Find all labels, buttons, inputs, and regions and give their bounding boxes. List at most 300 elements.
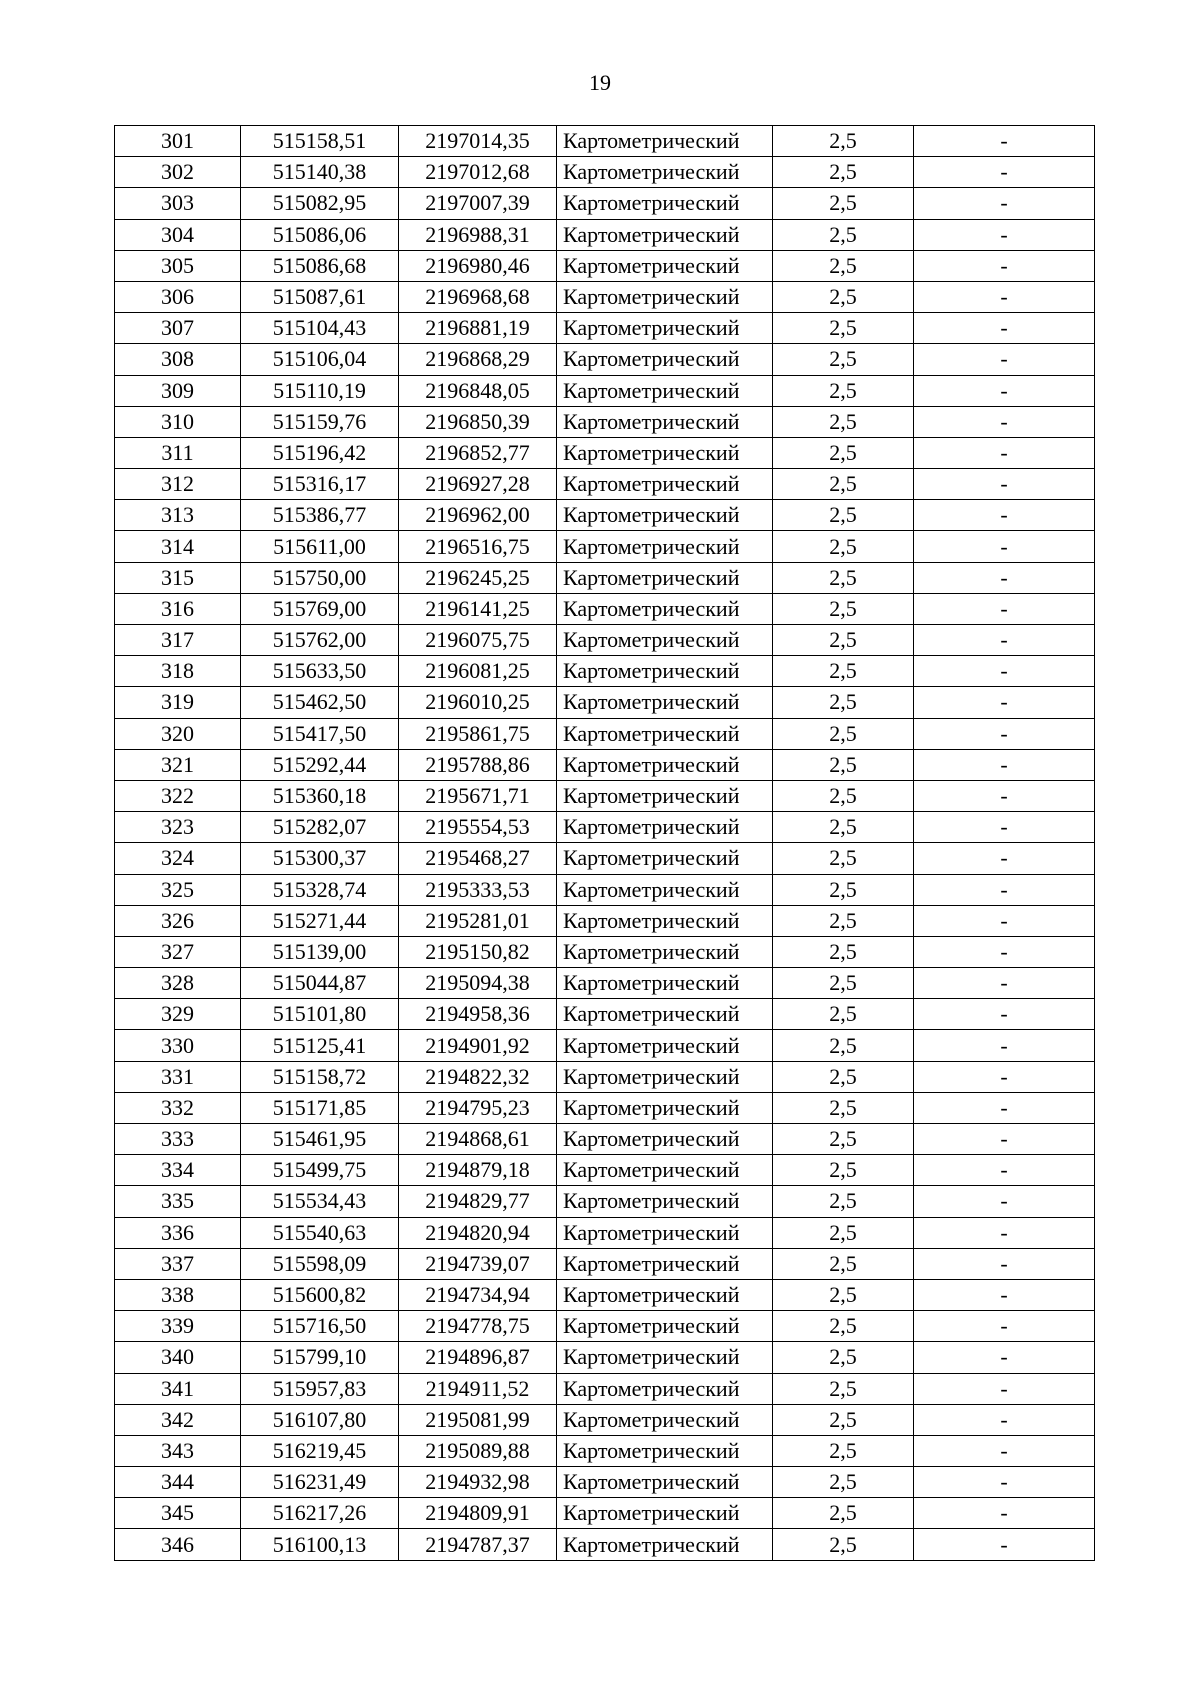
y-coordinate-cell: 2196245,25 (399, 562, 557, 593)
method-cell: Картометрический (557, 1124, 773, 1155)
method-cell: Картометрический (557, 1529, 773, 1560)
y-coordinate-cell: 2196516,75 (399, 531, 557, 562)
description-cell: - (914, 313, 1095, 344)
x-coordinate-cell: 515140,38 (241, 157, 399, 188)
x-coordinate-cell: 515110,19 (241, 375, 399, 406)
description-cell: - (914, 1217, 1095, 1248)
point-number-cell: 340 (115, 1342, 241, 1373)
table-row (115, 1467, 1095, 1498)
method-cell: Картометрический (557, 437, 773, 468)
y-coordinate-cell: 2194809,91 (399, 1498, 557, 1529)
description-cell: - (914, 905, 1095, 936)
description-cell: - (914, 250, 1095, 281)
table-row (115, 1061, 1095, 1092)
table-row (115, 1248, 1095, 1279)
table-row (115, 1279, 1095, 1310)
table-row (115, 936, 1095, 967)
x-coordinate-cell: 515769,00 (241, 593, 399, 624)
method-cell: Картометрический (557, 687, 773, 718)
y-coordinate-cell: 2195094,38 (399, 968, 557, 999)
accuracy-cell: 2,5 (773, 1435, 914, 1466)
description-cell: - (914, 1311, 1095, 1342)
x-coordinate-cell: 515360,18 (241, 780, 399, 811)
method-cell: Картометрический (557, 1404, 773, 1435)
point-number-cell: 329 (115, 999, 241, 1030)
table-row (115, 1092, 1095, 1123)
y-coordinate-cell: 2195671,71 (399, 780, 557, 811)
method-cell: Картометрический (557, 1217, 773, 1248)
point-number-cell: 322 (115, 780, 241, 811)
x-coordinate-cell: 515799,10 (241, 1342, 399, 1373)
x-coordinate-cell: 515499,75 (241, 1155, 399, 1186)
table-row (115, 1217, 1095, 1248)
x-coordinate-cell: 515087,61 (241, 281, 399, 312)
x-coordinate-cell: 515762,00 (241, 625, 399, 656)
y-coordinate-cell: 2194795,23 (399, 1092, 557, 1123)
accuracy-cell: 2,5 (773, 999, 914, 1030)
description-cell: - (914, 968, 1095, 999)
table-row (115, 375, 1095, 406)
accuracy-cell: 2,5 (773, 812, 914, 843)
y-coordinate-cell: 2196141,25 (399, 593, 557, 624)
table-row (115, 250, 1095, 281)
point-number-cell: 312 (115, 469, 241, 500)
table-row (115, 1498, 1095, 1529)
method-cell: Картометрический (557, 219, 773, 250)
method-cell: Картометрический (557, 843, 773, 874)
x-coordinate-cell: 515461,95 (241, 1124, 399, 1155)
x-coordinate-cell: 516231,49 (241, 1467, 399, 1498)
x-coordinate-cell: 515106,04 (241, 344, 399, 375)
description-cell: - (914, 999, 1095, 1030)
description-cell: - (914, 656, 1095, 687)
point-number-cell: 338 (115, 1279, 241, 1310)
method-cell: Картометрический (557, 905, 773, 936)
x-coordinate-cell: 515171,85 (241, 1092, 399, 1123)
description-cell: - (914, 1030, 1095, 1061)
y-coordinate-cell: 2194911,52 (399, 1373, 557, 1404)
x-coordinate-cell: 515328,74 (241, 874, 399, 905)
method-cell: Картометрический (557, 999, 773, 1030)
x-coordinate-cell: 515086,68 (241, 250, 399, 281)
point-number-cell: 314 (115, 531, 241, 562)
y-coordinate-cell: 2195081,99 (399, 1404, 557, 1435)
table-row (115, 344, 1095, 375)
x-coordinate-cell: 515750,00 (241, 562, 399, 593)
accuracy-cell: 2,5 (773, 1030, 914, 1061)
accuracy-cell: 2,5 (773, 281, 914, 312)
table-row (115, 157, 1095, 188)
table-row (115, 562, 1095, 593)
table-row (115, 188, 1095, 219)
method-cell: Картометрический (557, 281, 773, 312)
y-coordinate-cell: 2194868,61 (399, 1124, 557, 1155)
table-row (115, 1186, 1095, 1217)
y-coordinate-cell: 2196850,39 (399, 406, 557, 437)
method-cell: Картометрический (557, 1061, 773, 1092)
y-coordinate-cell: 2196968,68 (399, 281, 557, 312)
accuracy-cell: 2,5 (773, 437, 914, 468)
table-row (115, 219, 1095, 250)
description-cell: - (914, 1467, 1095, 1498)
method-cell: Картометрический (557, 1467, 773, 1498)
point-number-cell: 327 (115, 936, 241, 967)
description-cell: - (914, 1498, 1095, 1529)
y-coordinate-cell: 2194901,92 (399, 1030, 557, 1061)
table-row (115, 874, 1095, 905)
method-cell: Картометрический (557, 1092, 773, 1123)
accuracy-cell: 2,5 (773, 656, 914, 687)
description-cell: - (914, 219, 1095, 250)
y-coordinate-cell: 2195333,53 (399, 874, 557, 905)
method-cell: Картометрический (557, 968, 773, 999)
accuracy-cell: 2,5 (773, 1217, 914, 1248)
description-cell: - (914, 344, 1095, 375)
point-number-cell: 346 (115, 1529, 241, 1560)
point-number-cell: 343 (115, 1435, 241, 1466)
y-coordinate-cell: 2195554,53 (399, 812, 557, 843)
y-coordinate-cell: 2196962,00 (399, 500, 557, 531)
y-coordinate-cell: 2197007,39 (399, 188, 557, 219)
accuracy-cell: 2,5 (773, 126, 914, 157)
table-row (115, 1435, 1095, 1466)
accuracy-cell: 2,5 (773, 843, 914, 874)
description-cell: - (914, 843, 1095, 874)
description-cell: - (914, 126, 1095, 157)
x-coordinate-cell: 515462,50 (241, 687, 399, 718)
description-cell: - (914, 1404, 1095, 1435)
x-coordinate-cell: 515292,44 (241, 749, 399, 780)
x-coordinate-cell: 515086,06 (241, 219, 399, 250)
accuracy-cell: 2,5 (773, 188, 914, 219)
point-number-cell: 320 (115, 718, 241, 749)
x-coordinate-cell: 515101,80 (241, 999, 399, 1030)
point-number-cell: 325 (115, 874, 241, 905)
table-row (115, 313, 1095, 344)
table-row (115, 1342, 1095, 1373)
x-coordinate-cell: 515611,00 (241, 531, 399, 562)
point-number-cell: 321 (115, 749, 241, 780)
description-cell: - (914, 562, 1095, 593)
table-row (115, 718, 1095, 749)
description-cell: - (914, 375, 1095, 406)
table-row (115, 1529, 1095, 1560)
description-cell: - (914, 157, 1095, 188)
accuracy-cell: 2,5 (773, 1467, 914, 1498)
x-coordinate-cell: 515316,17 (241, 469, 399, 500)
x-coordinate-cell: 515271,44 (241, 905, 399, 936)
x-coordinate-cell: 515386,77 (241, 500, 399, 531)
accuracy-cell: 2,5 (773, 219, 914, 250)
y-coordinate-cell: 2194787,37 (399, 1529, 557, 1560)
method-cell: Картометрический (557, 593, 773, 624)
point-number-cell: 344 (115, 1467, 241, 1498)
point-number-cell: 305 (115, 250, 241, 281)
point-number-cell: 333 (115, 1124, 241, 1155)
point-number-cell: 301 (115, 126, 241, 157)
x-coordinate-cell: 515159,76 (241, 406, 399, 437)
table-row (115, 905, 1095, 936)
y-coordinate-cell: 2194958,36 (399, 999, 557, 1030)
table-row (115, 406, 1095, 437)
accuracy-cell: 2,5 (773, 375, 914, 406)
y-coordinate-cell: 2194829,77 (399, 1186, 557, 1217)
coordinates-table-body (115, 126, 1095, 1561)
point-number-cell: 303 (115, 188, 241, 219)
point-number-cell: 311 (115, 437, 241, 468)
table-row (115, 812, 1095, 843)
x-coordinate-cell: 515158,72 (241, 1061, 399, 1092)
y-coordinate-cell: 2195861,75 (399, 718, 557, 749)
description-cell: - (914, 437, 1095, 468)
point-number-cell: 316 (115, 593, 241, 624)
table-row (115, 968, 1095, 999)
x-coordinate-cell: 515633,50 (241, 656, 399, 687)
table-row (115, 999, 1095, 1030)
description-cell: - (914, 936, 1095, 967)
accuracy-cell: 2,5 (773, 1529, 914, 1560)
accuracy-cell: 2,5 (773, 1404, 914, 1435)
method-cell: Картометрический (557, 625, 773, 656)
description-cell: - (914, 1092, 1095, 1123)
x-coordinate-cell: 515158,51 (241, 126, 399, 157)
accuracy-cell: 2,5 (773, 344, 914, 375)
point-number-cell: 324 (115, 843, 241, 874)
table-row (115, 469, 1095, 500)
description-cell: - (914, 687, 1095, 718)
point-number-cell: 334 (115, 1155, 241, 1186)
table-row (115, 531, 1095, 562)
description-cell: - (914, 1279, 1095, 1310)
method-cell: Картометрический (557, 406, 773, 437)
point-number-cell: 331 (115, 1061, 241, 1092)
description-cell: - (914, 406, 1095, 437)
point-number-cell: 335 (115, 1186, 241, 1217)
method-cell: Картометрический (557, 656, 773, 687)
y-coordinate-cell: 2195150,82 (399, 936, 557, 967)
method-cell: Картометрический (557, 1435, 773, 1466)
y-coordinate-cell: 2196081,25 (399, 656, 557, 687)
description-cell: - (914, 749, 1095, 780)
description-cell: - (914, 812, 1095, 843)
accuracy-cell: 2,5 (773, 562, 914, 593)
accuracy-cell: 2,5 (773, 593, 914, 624)
method-cell: Картометрический (557, 874, 773, 905)
accuracy-cell: 2,5 (773, 250, 914, 281)
method-cell: Картометрический (557, 531, 773, 562)
table-row (115, 1030, 1095, 1061)
accuracy-cell: 2,5 (773, 905, 914, 936)
method-cell: Картометрический (557, 126, 773, 157)
description-cell: - (914, 281, 1095, 312)
point-number-cell: 330 (115, 1030, 241, 1061)
coordinates-table (114, 125, 1095, 1561)
x-coordinate-cell: 516219,45 (241, 1435, 399, 1466)
method-cell: Картометрический (557, 1155, 773, 1186)
description-cell: - (914, 1435, 1095, 1466)
y-coordinate-cell: 2196980,46 (399, 250, 557, 281)
point-number-cell: 326 (115, 905, 241, 936)
point-number-cell: 315 (115, 562, 241, 593)
method-cell: Картометрический (557, 562, 773, 593)
method-cell: Картометрический (557, 936, 773, 967)
y-coordinate-cell: 2196848,05 (399, 375, 557, 406)
description-cell: - (914, 625, 1095, 656)
point-number-cell: 336 (115, 1217, 241, 1248)
point-number-cell: 309 (115, 375, 241, 406)
point-number-cell: 328 (115, 968, 241, 999)
accuracy-cell: 2,5 (773, 1248, 914, 1279)
accuracy-cell: 2,5 (773, 157, 914, 188)
method-cell: Картометрический (557, 313, 773, 344)
y-coordinate-cell: 2195281,01 (399, 905, 557, 936)
x-coordinate-cell: 515125,41 (241, 1030, 399, 1061)
table-row (115, 1124, 1095, 1155)
point-number-cell: 323 (115, 812, 241, 843)
y-coordinate-cell: 2194778,75 (399, 1311, 557, 1342)
accuracy-cell: 2,5 (773, 1373, 914, 1404)
description-cell: - (914, 780, 1095, 811)
description-cell: - (914, 718, 1095, 749)
point-number-cell: 308 (115, 344, 241, 375)
x-coordinate-cell: 515417,50 (241, 718, 399, 749)
method-cell: Картометрический (557, 375, 773, 406)
accuracy-cell: 2,5 (773, 313, 914, 344)
y-coordinate-cell: 2197012,68 (399, 157, 557, 188)
x-coordinate-cell: 515196,42 (241, 437, 399, 468)
y-coordinate-cell: 2197014,35 (399, 126, 557, 157)
method-cell: Картометрический (557, 157, 773, 188)
accuracy-cell: 2,5 (773, 780, 914, 811)
accuracy-cell: 2,5 (773, 968, 914, 999)
method-cell: Картометрический (557, 1279, 773, 1310)
table-row (115, 780, 1095, 811)
table-row (115, 500, 1095, 531)
x-coordinate-cell: 515957,83 (241, 1373, 399, 1404)
x-coordinate-cell: 515540,63 (241, 1217, 399, 1248)
accuracy-cell: 2,5 (773, 718, 914, 749)
table-row (115, 625, 1095, 656)
x-coordinate-cell: 515534,43 (241, 1186, 399, 1217)
accuracy-cell: 2,5 (773, 1155, 914, 1186)
table-row (115, 437, 1095, 468)
table-row (115, 126, 1095, 157)
description-cell: - (914, 1186, 1095, 1217)
method-cell: Картометрический (557, 780, 773, 811)
table-row (115, 1155, 1095, 1186)
x-coordinate-cell: 515139,00 (241, 936, 399, 967)
table-row (115, 1404, 1095, 1435)
point-number-cell: 307 (115, 313, 241, 344)
description-cell: - (914, 1248, 1095, 1279)
description-cell: - (914, 188, 1095, 219)
x-coordinate-cell: 515082,95 (241, 188, 399, 219)
accuracy-cell: 2,5 (773, 1342, 914, 1373)
point-number-cell: 337 (115, 1248, 241, 1279)
x-coordinate-cell: 515104,43 (241, 313, 399, 344)
method-cell: Картометрический (557, 1186, 773, 1217)
accuracy-cell: 2,5 (773, 406, 914, 437)
point-number-cell: 318 (115, 656, 241, 687)
table-row (115, 687, 1095, 718)
accuracy-cell: 2,5 (773, 1279, 914, 1310)
point-number-cell: 304 (115, 219, 241, 250)
y-coordinate-cell: 2194932,98 (399, 1467, 557, 1498)
table-row (115, 749, 1095, 780)
accuracy-cell: 2,5 (773, 469, 914, 500)
method-cell: Картометрический (557, 749, 773, 780)
accuracy-cell: 2,5 (773, 500, 914, 531)
point-number-cell: 313 (115, 500, 241, 531)
point-number-cell: 339 (115, 1311, 241, 1342)
accuracy-cell: 2,5 (773, 1311, 914, 1342)
method-cell: Картометрический (557, 1311, 773, 1342)
description-cell: - (914, 1061, 1095, 1092)
y-coordinate-cell: 2196075,75 (399, 625, 557, 656)
table-row (115, 656, 1095, 687)
description-cell: - (914, 1155, 1095, 1186)
table-row (115, 593, 1095, 624)
accuracy-cell: 2,5 (773, 936, 914, 967)
y-coordinate-cell: 2195788,86 (399, 749, 557, 780)
accuracy-cell: 2,5 (773, 625, 914, 656)
point-number-cell: 306 (115, 281, 241, 312)
x-coordinate-cell: 515598,09 (241, 1248, 399, 1279)
method-cell: Картометрический (557, 1248, 773, 1279)
y-coordinate-cell: 2196927,28 (399, 469, 557, 500)
y-coordinate-cell: 2194896,87 (399, 1342, 557, 1373)
accuracy-cell: 2,5 (773, 687, 914, 718)
accuracy-cell: 2,5 (773, 874, 914, 905)
point-number-cell: 342 (115, 1404, 241, 1435)
description-cell: - (914, 1529, 1095, 1560)
y-coordinate-cell: 2194739,07 (399, 1248, 557, 1279)
description-cell: - (914, 1342, 1095, 1373)
y-coordinate-cell: 2194820,94 (399, 1217, 557, 1248)
table-row (115, 1373, 1095, 1404)
accuracy-cell: 2,5 (773, 1092, 914, 1123)
description-cell: - (914, 1373, 1095, 1404)
method-cell: Картометрический (557, 188, 773, 219)
x-coordinate-cell: 516217,26 (241, 1498, 399, 1529)
y-coordinate-cell: 2196881,19 (399, 313, 557, 344)
table-row (115, 843, 1095, 874)
description-cell: - (914, 500, 1095, 531)
x-coordinate-cell: 515716,50 (241, 1311, 399, 1342)
page-number: 19 (589, 70, 611, 95)
method-cell: Картометрический (557, 344, 773, 375)
method-cell: Картометрический (557, 469, 773, 500)
accuracy-cell: 2,5 (773, 1186, 914, 1217)
method-cell: Картометрический (557, 718, 773, 749)
method-cell: Картометрический (557, 500, 773, 531)
x-coordinate-cell: 516100,13 (241, 1529, 399, 1560)
description-cell: - (914, 874, 1095, 905)
point-number-cell: 310 (115, 406, 241, 437)
description-cell: - (914, 593, 1095, 624)
table-row (115, 281, 1095, 312)
description-cell: - (914, 531, 1095, 562)
y-coordinate-cell: 2196868,29 (399, 344, 557, 375)
y-coordinate-cell: 2196010,25 (399, 687, 557, 718)
point-number-cell: 345 (115, 1498, 241, 1529)
method-cell: Картометрический (557, 1342, 773, 1373)
accuracy-cell: 2,5 (773, 531, 914, 562)
y-coordinate-cell: 2196988,31 (399, 219, 557, 250)
method-cell: Картометрический (557, 1030, 773, 1061)
point-number-cell: 341 (115, 1373, 241, 1404)
accuracy-cell: 2,5 (773, 1124, 914, 1155)
